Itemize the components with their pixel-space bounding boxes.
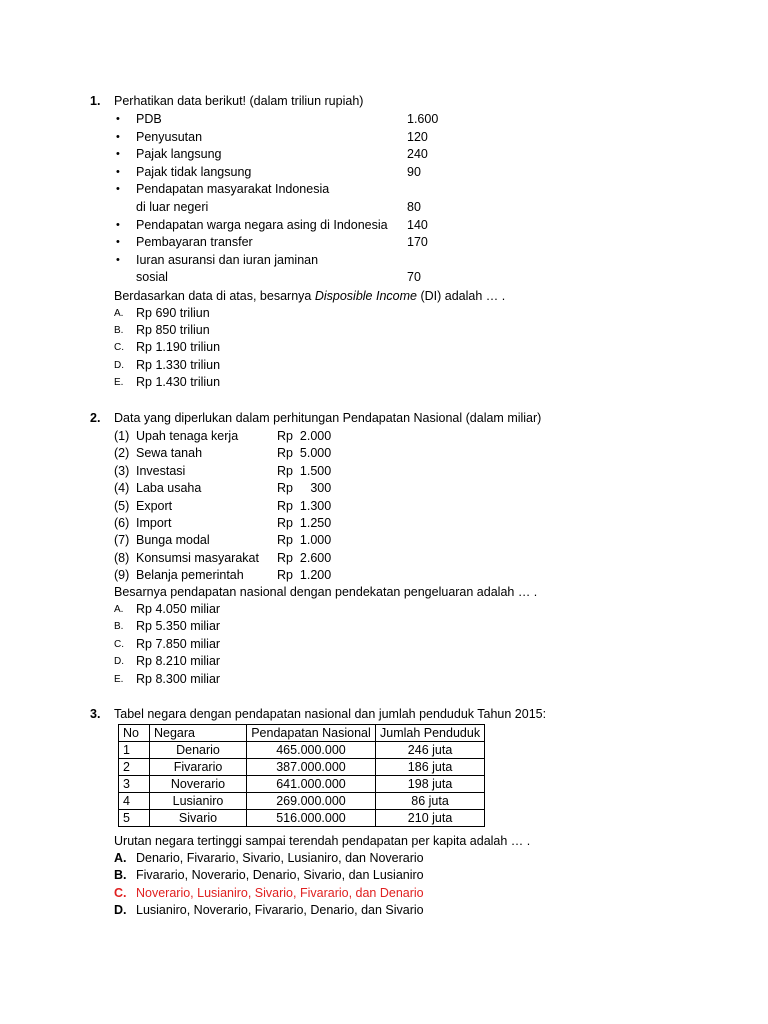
question-prompt: Tabel negara dengan pendapatan nasional dan jumlah penduduk Tahun 2015:	[114, 707, 547, 721]
option-text: Denario, Fivarario, Sivario, Lusianiro, dan Noverario	[136, 851, 424, 865]
option-letter: D.	[114, 359, 124, 371]
option-text: Rp 1.330 triliun	[136, 357, 221, 372]
option-letter: D.	[114, 903, 127, 918]
option-text: Rp 8.210 miliar	[136, 654, 221, 669]
item-label: Konsumsi masyarakat	[136, 550, 259, 565]
item-index: (8)	[114, 550, 130, 565]
question-text: Urutan negara tertinggi sampai terendah pendapatan per kapita adalah … .	[114, 834, 531, 848]
item-value: Rp 1.500	[277, 463, 332, 478]
option-letter: B.	[114, 621, 124, 633]
item-label: Iuran asuransi dan iuran jaminan	[136, 252, 319, 267]
item-label: Belanja pemerintah	[136, 568, 244, 583]
item-label: Export	[136, 498, 173, 513]
item-label: sosial	[136, 270, 168, 285]
item-label: Sewa tanah	[136, 446, 203, 461]
item-value: 70	[407, 270, 421, 285]
option-text: Rp 850 triliun	[136, 323, 210, 338]
table-cell: Denario	[150, 742, 247, 759]
option-letter: C.	[114, 342, 124, 354]
option-text: Noverario, Lusianiro, Sivario, Fivarario, dan Denario	[136, 885, 424, 900]
bullet-icon: •	[116, 165, 120, 178]
table-row	[119, 793, 485, 810]
item-label: di luar negeri	[136, 200, 209, 214]
option-letter: D.	[114, 656, 124, 668]
question-prompt: Data yang diperlukan dalam perhitungan Pendapatan Nasional (dalam miliar)	[114, 411, 542, 425]
option-text: Rp 5.350 miliar	[136, 619, 221, 634]
item-value: 1.600	[407, 112, 439, 126]
option-letter: B.	[114, 868, 127, 883]
item-value: Rp 2.000	[277, 429, 332, 443]
table-header-cell: No	[119, 725, 150, 742]
option-letter: C.	[114, 885, 127, 900]
item-label: Pembayaran transfer	[136, 235, 253, 250]
option-letter: A.	[114, 604, 124, 615]
item-index: (7)	[114, 533, 130, 548]
table-cell: 387.000.000	[247, 759, 376, 776]
item-value: Rp 2.600	[277, 550, 332, 565]
table-cell: 86 juta	[376, 793, 485, 810]
table-row	[119, 810, 485, 827]
table-cell: 516.000.000	[247, 810, 376, 827]
item-value: Rp 1.000	[277, 533, 332, 548]
item-index: (9)	[114, 568, 130, 583]
item-label: Pendapatan masyarakat Indonesia	[136, 182, 330, 197]
item-label: PDB	[136, 112, 162, 126]
item-label: Bunga modal	[136, 533, 210, 548]
table-cell: 641.000.000	[247, 776, 376, 793]
emphasis-term: Disposible Income	[314, 289, 417, 303]
table-cell: 198 juta	[376, 776, 485, 793]
item-value: 140	[407, 217, 428, 232]
table-cell: 465.000.000	[247, 742, 376, 759]
option-letter: E.	[114, 673, 124, 685]
item-value: Rp 1.200	[277, 568, 332, 583]
item-label: Pajak tidak langsung	[136, 164, 252, 179]
option-text: Rp 8.300 miliar	[136, 671, 221, 686]
question-text: Besarnya pendapatan nasional dengan pendekatan pengeluaran adalah … .	[114, 585, 538, 599]
option-text: Rp 1.430 triliun	[136, 374, 221, 389]
table-cell: Noverario	[150, 776, 247, 793]
table-row	[119, 742, 485, 759]
bullet-icon: •	[116, 236, 120, 249]
table-cell: 269.000.000	[247, 793, 376, 810]
table-cell: 3	[119, 776, 150, 793]
table-cell: 4	[119, 793, 150, 810]
option-text: Lusianiro, Noverario, Fivarario, Denario, dan Sivario	[136, 903, 424, 918]
option-letter: E.	[114, 376, 124, 388]
item-index: (5)	[114, 498, 130, 513]
item-label: Pajak langsung	[136, 147, 222, 162]
table-cell: 246 juta	[376, 742, 485, 759]
table-cell: 2	[119, 759, 150, 776]
table-cell: 1	[119, 742, 150, 759]
item-index: (6)	[114, 516, 130, 530]
option-text: Rp 4.050 miliar	[136, 602, 221, 616]
bullet-icon: •	[116, 130, 120, 143]
item-index: (1)	[114, 429, 130, 443]
item-index: (4)	[114, 481, 130, 496]
table-header-row	[119, 725, 485, 742]
option-text: Rp 690 triliun	[136, 306, 210, 320]
document-page: 1. Perhatikan data berikut! (dalam triliun rupiah) • PDB 1.600 • Penyusutan 120 • Pajak langsung 240 • Pajak tidak langsung 90 • Pendapatan masyarakat Indonesia di luar negeri 80 • Pendapatan warga negara asing di Indonesia 140 • Pembayaran transfer 170 • Iuran asuransi dan iuran jaminan sosial 70 Berdasarkan data di atas, besarnya Disposible Income (DI) adalah … . A. Rp 690 triliun B. Rp 850 triliun C. Rp 1.190 triliun D. Rp 1.330 triliun E. Rp 1.430 triliun 2. Data yang diperlukan dalam perhitungan Pendapatan Nasional (dalam miliar) (1) Upah tenaga kerja Rp 2.000 (2) Sewa tanah Rp 5.000 (3) Investasi Rp 1.500 (4) Laba usaha Rp 300 (5) Export Rp 1.300 (6) Import Rp 1.250 (7) Bunga modal Rp 1.000 (8) Konsumsi masyarakat Rp 2.600 (9) Belanja pemerintah Rp 1.200 Besarnya pendapatan nasional dengan pendekatan pengeluaran adalah … . A. Rp 4.050 miliar B. Rp 5.350 miliar C. Rp 7.850 miliar D. Rp 8.210 miliar E. Rp 8.300 miliar 3. Tabel negara dengan pendapatan nasional dan jumlah penduduk Tahun 2015: No Negara Pendapatan Nasional Jumlah Penduduk 1 Denario 465.000.000 246 juta 2 Fivarario 387.000.000 186 juta 3 Noverario 641.000.000 198 juta 4 Lusianiro 269.000.000 86 juta 5 Sivario 516.000.000 210 juta Urutan negara tertinggi sampai terendah pendapatan per kapita adalah … . A. Denario, Fivarario, Sivario, Lusianiro, dan Noverario B. Fivarario, Noverario, Denario, Sivario, dan Lusianiro C. Noverario, Lusianiro, Sivario, Fivarario, dan Denario D. Lusianiro, Noverario, Fivarario, Denario, dan Sivario	[90, 94, 547, 918]
table-cell: Fivarario	[150, 759, 247, 776]
item-value: 90	[407, 164, 421, 179]
question-number: 1.	[90, 94, 101, 108]
bullet-icon: •	[116, 113, 120, 125]
table-cell: Sivario	[150, 810, 247, 827]
item-label: Laba usaha	[136, 481, 202, 496]
item-value: 80	[407, 200, 421, 214]
table-header-cell: Jumlah Penduduk	[376, 725, 485, 742]
table-cell: Lusianiro	[150, 793, 247, 810]
item-index: (2)	[114, 446, 130, 461]
question-prompt: Perhatikan data berikut! (dalam triliun rupiah)	[114, 94, 364, 108]
option-letter: C.	[114, 638, 124, 650]
item-label: Penyusutan	[136, 129, 203, 144]
table-header-cell: Negara	[150, 725, 247, 742]
item-value: 120	[407, 129, 428, 144]
option-text: Fivarario, Noverario, Denario, Sivario, dan Lusianiro	[136, 868, 424, 883]
option-letter: A.	[114, 851, 127, 865]
item-label: Import	[136, 516, 172, 530]
item-value: Rp 1.300	[277, 498, 332, 513]
bullet-icon: •	[116, 253, 120, 266]
item-value: 240	[407, 147, 428, 162]
bullet-icon: •	[116, 183, 120, 196]
bullet-icon: •	[116, 218, 120, 231]
item-index: (3)	[114, 463, 130, 478]
option-letter: B.	[114, 325, 124, 337]
question-number: 2.	[90, 411, 101, 425]
table-cell: 186 juta	[376, 759, 485, 776]
option-letter: A.	[114, 308, 124, 319]
item-value: 170	[407, 235, 428, 250]
option-text: Rp 7.850 miliar	[136, 636, 221, 651]
table-cell: 5	[119, 810, 150, 827]
table-header-cell: Pendapatan Nasional	[247, 725, 376, 742]
table-row	[119, 759, 485, 776]
item-value: Rp 300	[277, 481, 332, 496]
item-label: Investasi	[136, 463, 186, 478]
country-table	[118, 724, 485, 827]
table-cell: 210 juta	[376, 810, 485, 827]
option-text: Rp 1.190 triliun	[136, 340, 221, 355]
item-label: Upah tenaga kerja	[136, 429, 239, 443]
question-number: 3.	[90, 707, 101, 721]
item-value: Rp 5.000	[277, 446, 332, 461]
item-label: Pendapatan warga negara asing di Indonesia	[136, 217, 388, 232]
table-row	[119, 776, 485, 793]
bullet-icon: •	[116, 148, 120, 161]
item-value: Rp 1.250	[277, 516, 332, 530]
